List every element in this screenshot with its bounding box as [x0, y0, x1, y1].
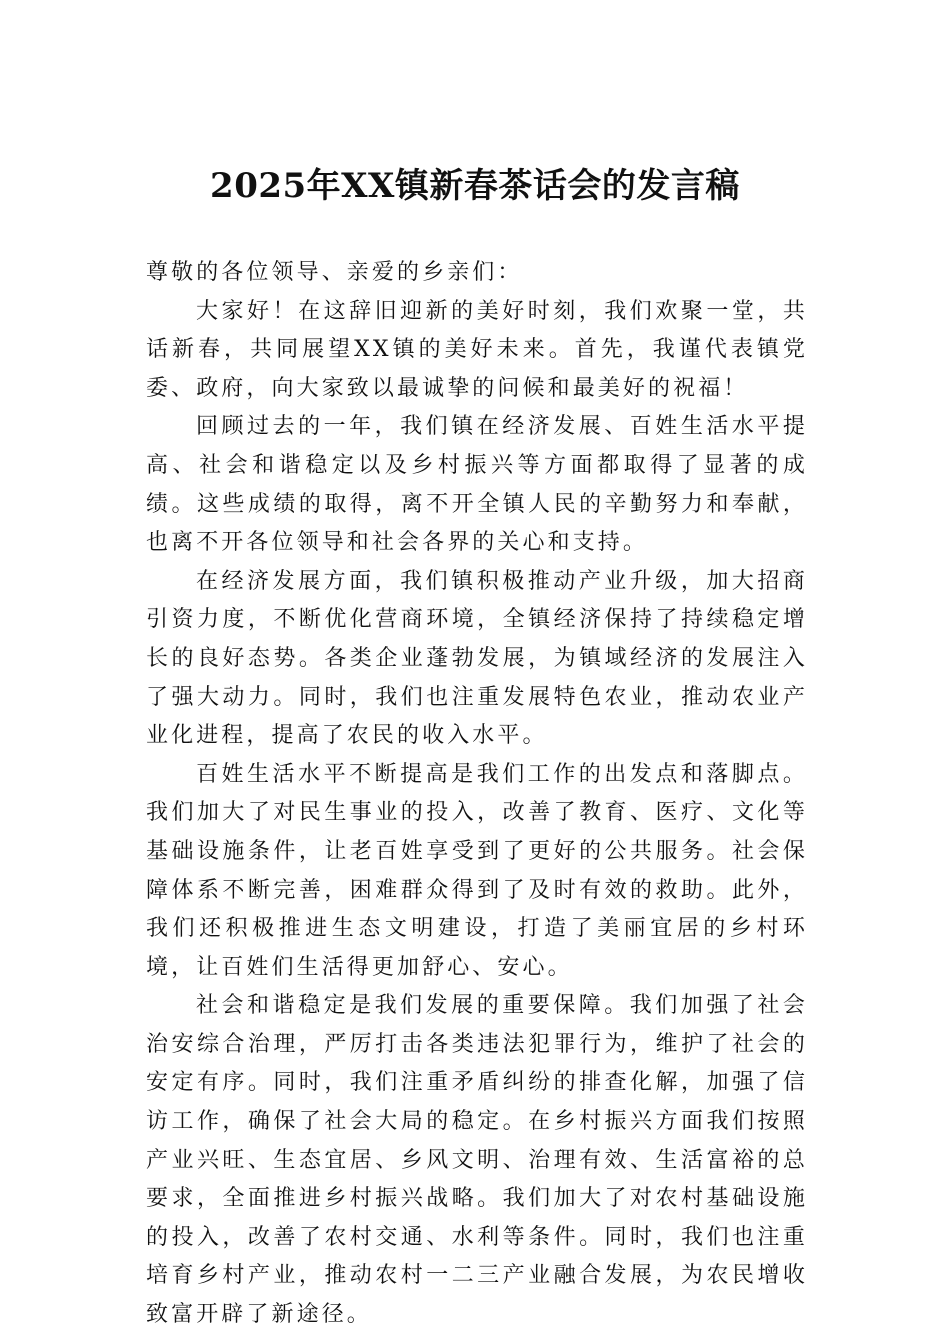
document-body [146, 254, 808, 1335]
paragraph-stability: 社会和谐稳定是我们发展的重要保障。我们加强了社会治安综合治理，严厉打击各类违法犯罪行为，维护了社会的安定有序。同时，我们注重矛盾纠纷的排查化解，加强了信访工作，确保了社会大局的稳定。在乡村振兴方面我们按照产业兴旺、生态宜居、乡风文明、治理有效、生活富裕的总要求，全面推进乡村振兴战略。我们加大了对农村基础设施的投入，改善了农村交通、水利等条件。同时，我们也注重培育乡村产业，推动农村一二三产业融合发展，为农民增收致富开辟了新途径。 [146, 993, 808, 1328]
paragraph-economy: 在经济发展方面，我们镇积极推动产业升级，加大招商引资力度，不断优化营商环境，全镇经济保持了持续稳定增长的良好态势。各类企业蓬勃发展，为镇域经济的发展注入了强大动力。同时，我们也注重发展特色农业，推动农业产业化进程，提高了农民的收入水平。 [146, 568, 808, 749]
document-title: 2025年XX镇新春茶话会的发言稿 [210, 166, 740, 206]
paragraph-review: 回顾过去的一年，我们镇在经济发展、百姓生活水平提高、社会和谐稳定以及乡村振兴等方面都取得了显著的成绩。这些成绩的取得，离不开全镇人民的辛勤努力和奉献，也离不开各位领导和社会各界的关心和支持。 [146, 414, 808, 556]
salutation: 尊敬的各位领导、亲爱的乡亲们： [146, 260, 523, 285]
paragraph-greeting: 大家好！在这辞旧迎新的美好时刻，我们欢聚一堂，共话新春，共同展望XX镇的美好未来。首先，我谨代表镇党委、政府，向大家致以最诚挚的问候和最美好的祝福！ [146, 298, 808, 401]
paragraph-livelihood: 百姓生活水平不断提高是我们工作的出发点和落脚点。我们加大了对民生事业的投入，改善了教育、医疗、文化等基础设施条件，让老百姓享受到了更好的公共服务。社会保障体系不断完善，困难群众得到了及时有效的救助。此外，我们还积极推进生态文明建设，打造了美丽宜居的乡村环境，让百姓们生活得更加舒心、安心。 [146, 761, 808, 980]
